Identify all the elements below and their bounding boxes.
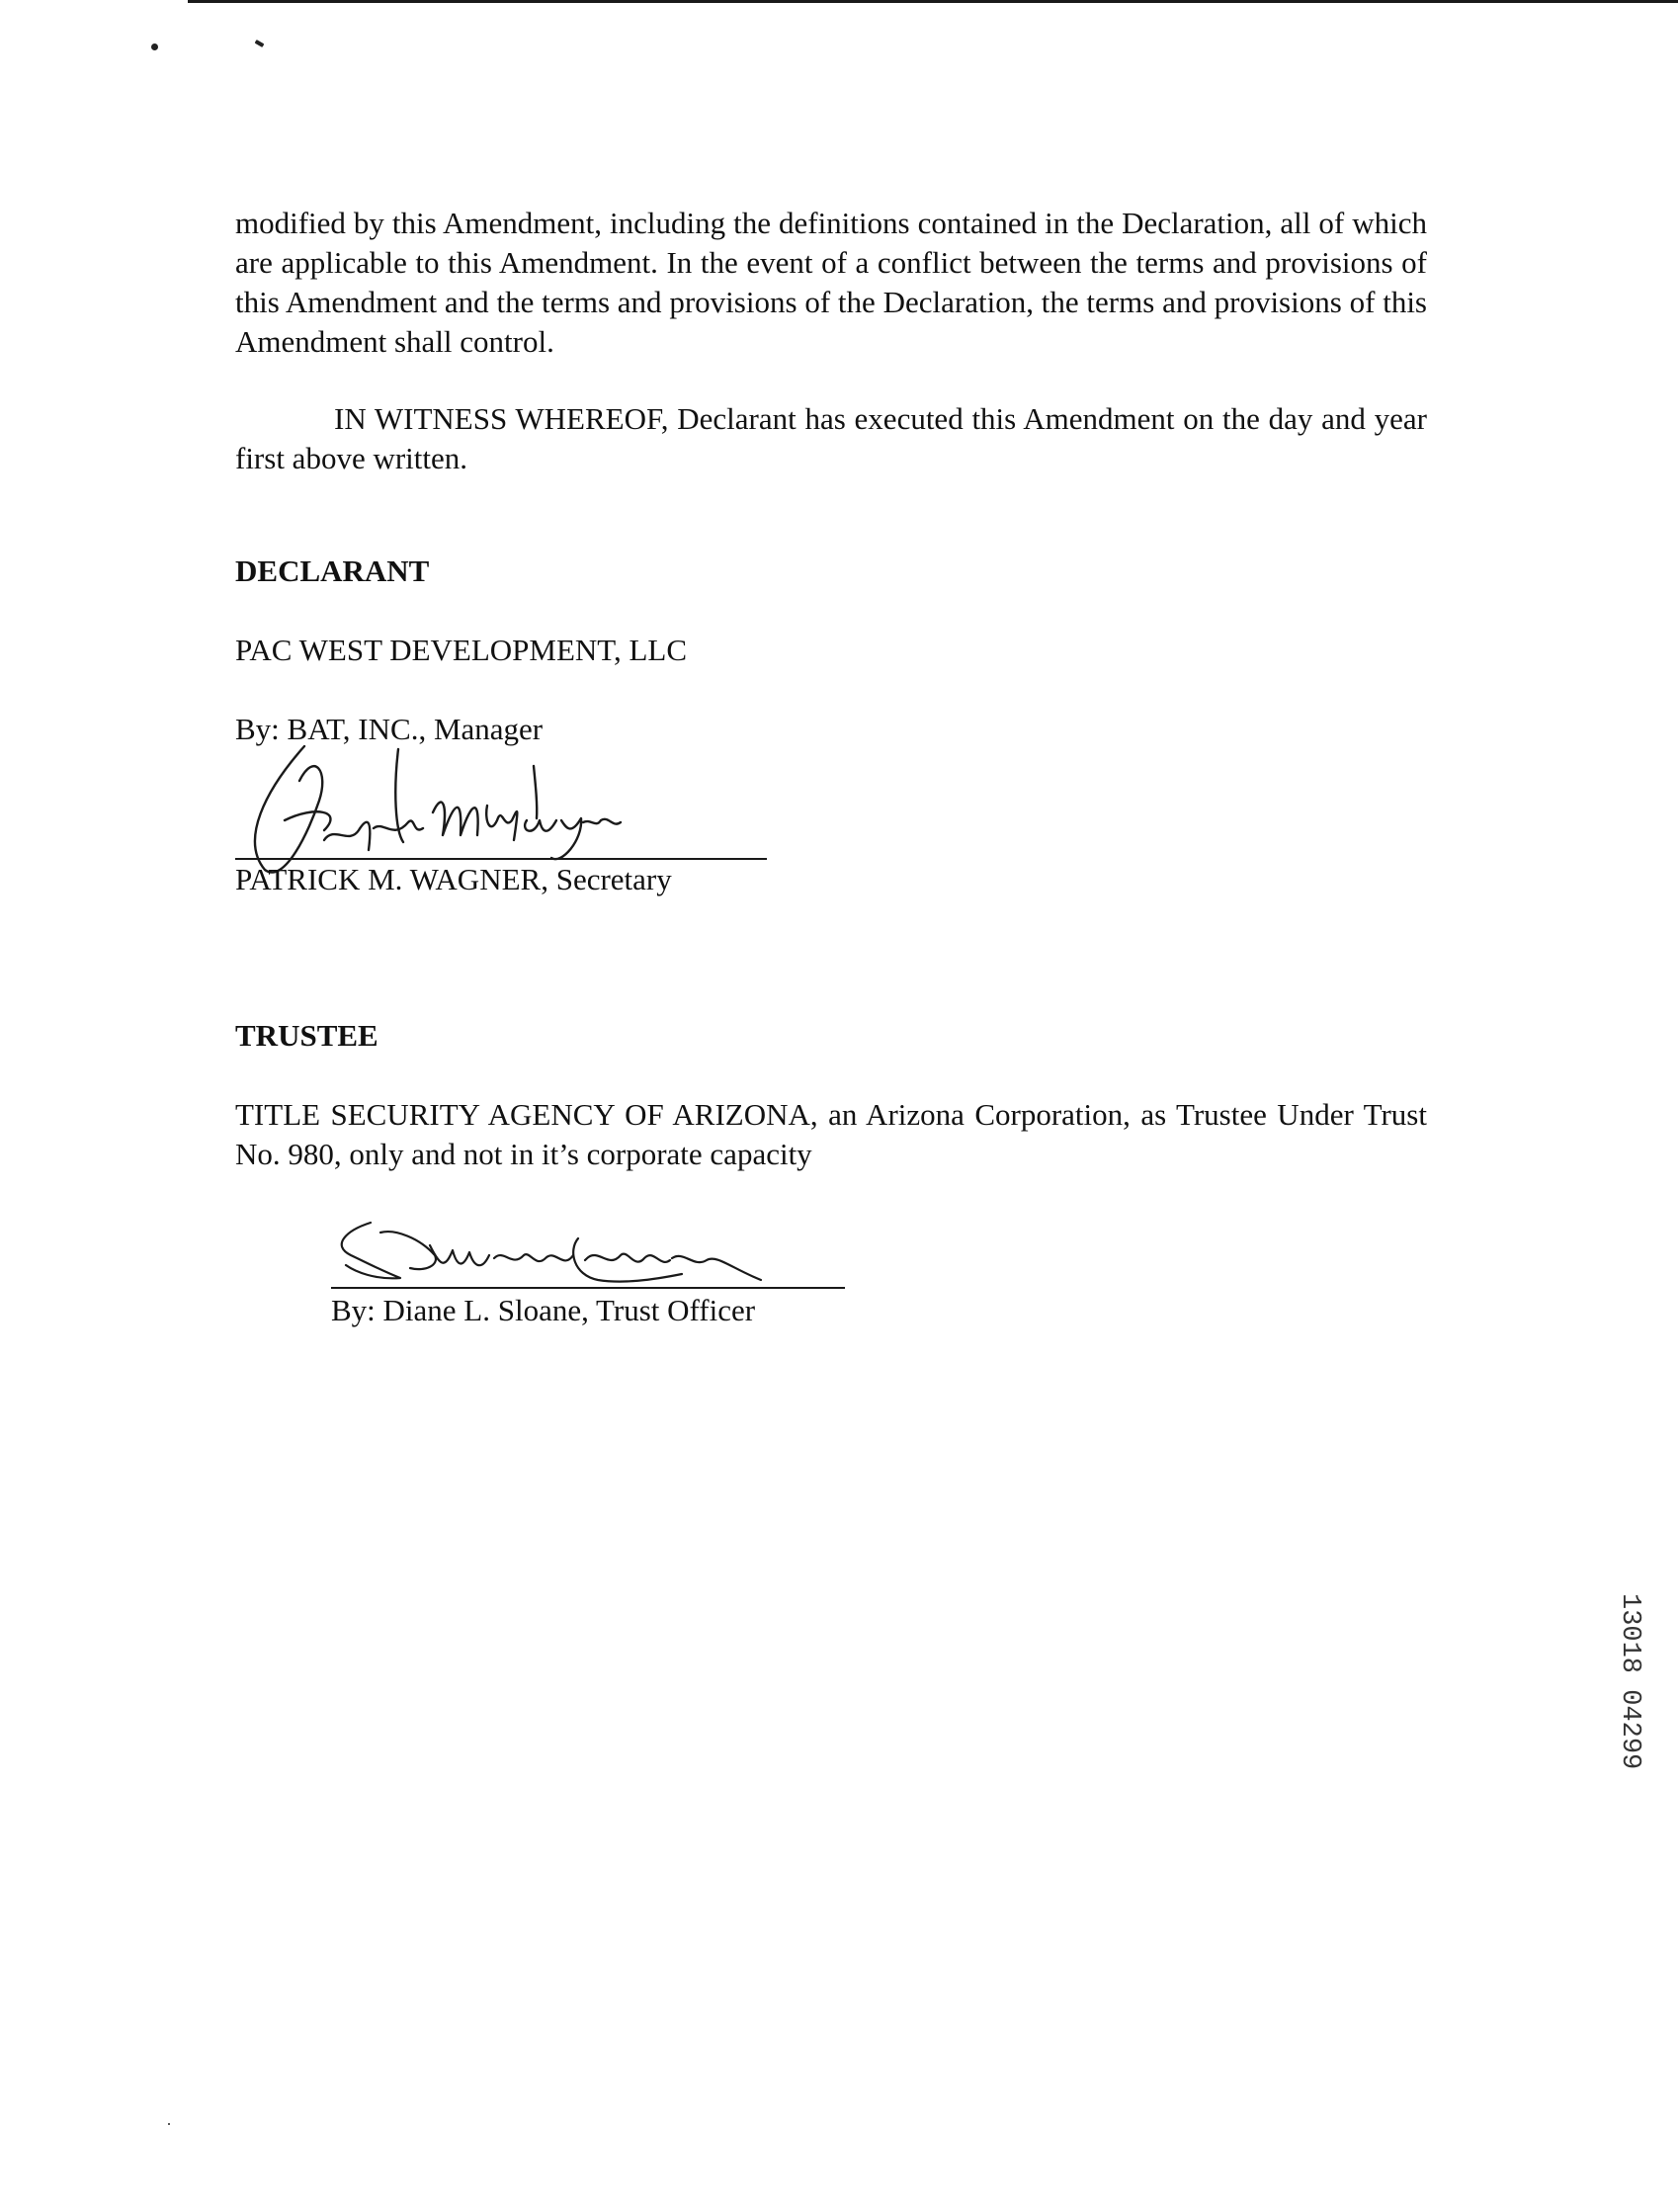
- declarant-company: PAC WEST DEVELOPMENT, LLC: [235, 633, 687, 667]
- declarant-by-line: By: BAT, INC., Manager: [235, 712, 544, 746]
- trustee-signature-line: [331, 1287, 845, 1289]
- declarant-heading: DECLARANT: [235, 553, 430, 588]
- trustee-signature: [326, 1211, 791, 1290]
- scan-speck: [151, 43, 158, 50]
- trustee-heading: TRUSTEE: [235, 1018, 378, 1053]
- page-top-edge-line: [188, 0, 1678, 3]
- trustee-signatory: By: Diane L. Sloane, Trust Officer: [331, 1293, 756, 1327]
- scan-speck: [168, 2123, 170, 2125]
- recording-stamp-number: 13018 04299: [1615, 1593, 1644, 1770]
- body-paragraph-1: modified by this Amendment, including the definitions contained in the Declaration, all of which are applicable to this Amendment. In the event of a conflict between the terms and provisions of this Amendment and the terms and provisions of the Declaration, the terms and provisions of this Amendment shall control.: [235, 206, 1427, 359]
- declarant-signature: [225, 712, 680, 880]
- witness-paragraph: IN WITNESS WHEREOF, Declarant has executed this Amendment on the day and year first above written.: [235, 401, 1427, 475]
- scan-speck: [255, 40, 265, 47]
- declarant-signatory: PATRICK M. WAGNER, Secretary: [235, 862, 672, 896]
- trustee-description: TITLE SECURITY AGENCY OF ARIZONA, an Arizona Corporation, as Trustee Under Trust No. 980, only and not in it’s corporate capacity: [235, 1097, 1427, 1171]
